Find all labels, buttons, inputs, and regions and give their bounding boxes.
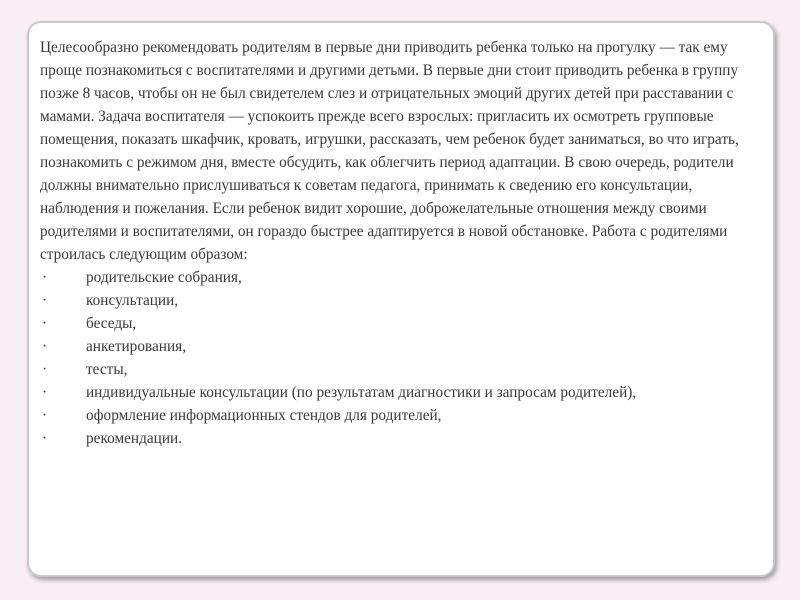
list-item: · беседы, <box>40 312 770 335</box>
bullet-icon: · <box>42 430 48 447</box>
list-item: · рекомендации. <box>40 427 770 450</box>
bullet-icon: · <box>42 338 48 355</box>
list-item: · анкетирования, <box>40 335 770 358</box>
bullet-icon: · <box>42 315 48 332</box>
list-item: · оформление информационных стендов для родителей, <box>40 404 770 427</box>
list-item: · тесты, <box>40 358 770 381</box>
intro-paragraph: Целесообразно рекомендовать родителям в первые дни приводить ребенка только на прогулку — так ему проще познакомиться с воспитателями и другими детьми. В первые дни стоит приводить ребенка в группу позже 8 часов, чтобы он не был свидетелем слез и отрицательных эмоций других детей при расставании с мамами. Задача воспитателя — успокоить прежде всего взрослых: пригласить их осмотреть групповые помещения, показать шкафчик, кровать, игрушки, рассказать, чем ребенок будет заниматься, во что играть, познакомить с режимом дня, вместе обсудить, как облегчить период адаптации. В свою очередь, родители должны внимательно прислушиваться к советам педагога, принимать к сведению его консультации, наблюдения и пожелания. Если ребенок видит хорошие, доброжелательные отношения между своими родителями и воспитателями, он гораздо быстрее адаптируется в новой обстановке. Работа с родителями строилась следующим образом: <box>40 39 739 263</box>
bullet-icon: · <box>42 407 48 424</box>
list-item: · родительские собрания, <box>40 266 770 289</box>
list-item: · индивидуальные консультации (по результатам диагностики и запросам родителей), <box>40 381 770 404</box>
bullet-icon: · <box>42 384 48 401</box>
list-item: · консультации, <box>40 289 770 312</box>
bullet-icon: · <box>42 269 48 286</box>
methods-list <box>40 266 770 450</box>
bullet-icon: · <box>42 292 48 309</box>
document-text <box>40 36 770 450</box>
bullet-icon: · <box>42 361 48 378</box>
